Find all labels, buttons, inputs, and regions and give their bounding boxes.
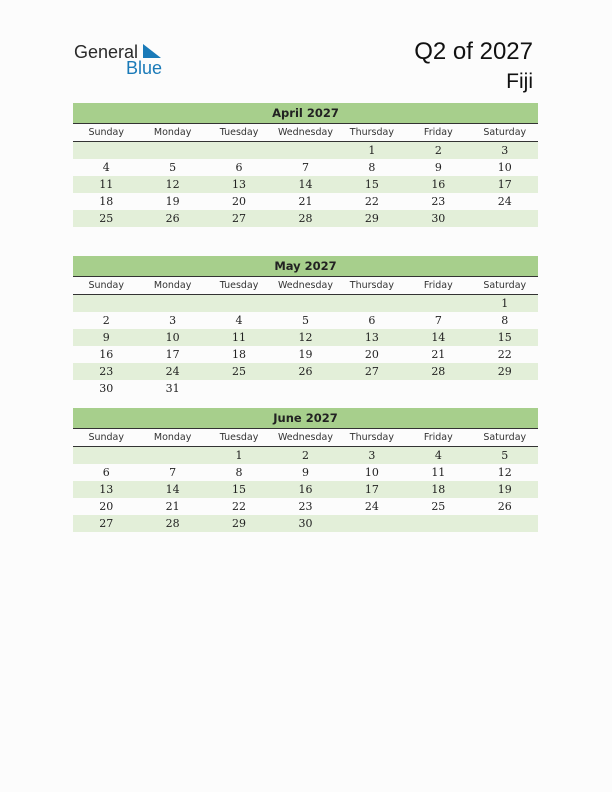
- week-row: [73, 464, 538, 481]
- day-cell: 20: [364, 348, 379, 361]
- day-cell: [405, 295, 471, 312]
- day-cell: 1: [235, 449, 243, 462]
- day-cell: 18: [232, 348, 247, 361]
- logo-blue-text: Blue: [126, 58, 163, 78]
- day-cell: 22: [364, 195, 379, 208]
- day-cell: [472, 210, 538, 227]
- day-cell: 2: [434, 144, 442, 157]
- day-cell: 10: [497, 161, 512, 174]
- day-cell: 12: [165, 178, 180, 191]
- day-cell: 14: [298, 178, 313, 191]
- week-row: [73, 159, 538, 176]
- week-row: [73, 481, 538, 498]
- month-title: June 2027: [73, 408, 538, 429]
- weekday-header-row: [73, 124, 538, 142]
- week-row: [73, 380, 538, 397]
- day-cell: 4: [235, 314, 243, 327]
- weekday-label: Thursday: [349, 280, 394, 291]
- day-cell: 12: [298, 331, 313, 344]
- day-cell: [73, 447, 139, 464]
- day-cell: 4: [434, 449, 442, 462]
- weekday-label: Tuesday: [219, 127, 259, 138]
- day-cell: 9: [434, 161, 442, 174]
- day-cell: 3: [501, 144, 509, 157]
- day-cell: 17: [497, 178, 512, 191]
- day-cell: 17: [165, 348, 180, 361]
- day-cell: [339, 515, 405, 532]
- day-cell: [405, 515, 471, 532]
- day-cell: 23: [431, 195, 446, 208]
- weekday-label: Sunday: [88, 280, 124, 291]
- day-cell: 20: [99, 500, 114, 513]
- logo-general-text: General: [74, 42, 139, 62]
- day-cell: [472, 380, 538, 397]
- weekday-label: Monday: [153, 280, 192, 291]
- day-cell: 27: [99, 517, 114, 530]
- day-cell: 7: [169, 466, 177, 479]
- day-cell: 11: [99, 178, 114, 191]
- day-cell: [472, 515, 538, 532]
- day-cell: 22: [232, 500, 247, 513]
- day-cell: 15: [364, 178, 379, 191]
- day-cell: 13: [99, 483, 114, 496]
- day-cell: 8: [235, 466, 243, 479]
- day-cell: 29: [232, 517, 247, 530]
- day-cell: 23: [298, 500, 313, 513]
- day-cell: [206, 142, 272, 159]
- day-cell: 7: [301, 161, 309, 174]
- weekday-label: Friday: [423, 127, 453, 138]
- day-cell: 13: [364, 331, 379, 344]
- day-cell: 27: [232, 212, 247, 225]
- day-cell: 9: [102, 331, 110, 344]
- day-cell: 31: [165, 382, 180, 395]
- day-cell: [272, 295, 338, 312]
- day-cell: [272, 142, 338, 159]
- day-cell: 5: [501, 449, 509, 462]
- month-calendar-april: [73, 103, 538, 227]
- day-cell: 15: [232, 483, 247, 496]
- day-cell: [339, 380, 405, 397]
- week-row: [73, 193, 538, 210]
- day-cell: 3: [169, 314, 177, 327]
- day-cell: 30: [431, 212, 446, 225]
- day-cell: 12: [497, 466, 512, 479]
- day-cell: 21: [298, 195, 313, 208]
- day-cell: [139, 295, 205, 312]
- day-cell: 3: [368, 449, 376, 462]
- day-cell: 19: [497, 483, 512, 496]
- day-cell: 18: [99, 195, 114, 208]
- day-cell: 28: [165, 517, 180, 530]
- month-title: April 2027: [73, 103, 538, 124]
- week-row: [73, 210, 538, 227]
- day-cell: 25: [431, 500, 446, 513]
- day-cell: 16: [99, 348, 114, 361]
- weekday-label: Wednesday: [277, 280, 333, 291]
- day-cell: 2: [301, 449, 309, 462]
- day-cell: 10: [165, 331, 180, 344]
- day-cell: 4: [102, 161, 110, 174]
- day-cell: [339, 295, 405, 312]
- day-cell: 19: [298, 348, 313, 361]
- weekday-label: Thursday: [349, 432, 394, 443]
- country-name: Fiji: [506, 70, 533, 93]
- day-cell: 6: [102, 466, 110, 479]
- weekday-label: Tuesday: [219, 432, 259, 443]
- day-cell: [405, 380, 471, 397]
- day-cell: [206, 295, 272, 312]
- day-cell: 19: [165, 195, 180, 208]
- day-cell: 29: [364, 212, 379, 225]
- day-cell: [139, 447, 205, 464]
- day-cell: 6: [368, 314, 376, 327]
- day-cell: 5: [301, 314, 309, 327]
- day-cell: 25: [99, 212, 114, 225]
- day-cell: 11: [232, 331, 247, 344]
- day-cell: 7: [434, 314, 442, 327]
- day-cell: 30: [298, 517, 313, 530]
- week-row: [73, 363, 538, 380]
- generalblue-logo: [74, 42, 174, 82]
- day-cell: 24: [497, 195, 512, 208]
- day-cell: [139, 142, 205, 159]
- day-cell: 2: [102, 314, 110, 327]
- week-row: [73, 447, 538, 464]
- day-cell: [73, 142, 139, 159]
- day-cell: 15: [497, 331, 512, 344]
- week-row: [73, 515, 538, 532]
- weekday-label: Monday: [153, 432, 192, 443]
- day-cell: 8: [501, 314, 509, 327]
- day-cell: 28: [298, 212, 313, 225]
- weekday-label: Saturday: [483, 127, 527, 138]
- week-row: [73, 329, 538, 346]
- day-cell: 24: [364, 500, 379, 513]
- day-cell: [272, 380, 338, 397]
- week-row: [73, 346, 538, 363]
- weekday-label: Friday: [423, 280, 453, 291]
- weekday-label: Sunday: [88, 432, 124, 443]
- weekday-label: Saturday: [483, 432, 527, 443]
- day-cell: 28: [431, 365, 446, 378]
- weekday-label: Tuesday: [219, 280, 259, 291]
- day-cell: 8: [368, 161, 376, 174]
- day-cell: 13: [232, 178, 247, 191]
- day-cell: 26: [298, 365, 313, 378]
- day-cell: 30: [99, 382, 114, 395]
- week-row: [73, 312, 538, 329]
- day-cell: 23: [99, 365, 114, 378]
- day-cell: 1: [501, 297, 509, 310]
- weekday-label: Thursday: [349, 127, 394, 138]
- day-cell: 24: [165, 365, 180, 378]
- day-cell: 6: [235, 161, 243, 174]
- day-cell: 16: [431, 178, 446, 191]
- day-cell: 21: [165, 500, 180, 513]
- day-cell: 27: [364, 365, 379, 378]
- weekday-label: Wednesday: [277, 127, 333, 138]
- day-cell: 29: [497, 365, 512, 378]
- day-cell: [206, 380, 272, 397]
- month-calendar-june: [73, 408, 538, 532]
- day-cell: 26: [497, 500, 512, 513]
- day-cell: 22: [497, 348, 512, 361]
- month-calendar-may: [73, 256, 538, 397]
- week-row: [73, 142, 538, 159]
- day-cell: 26: [165, 212, 180, 225]
- day-cell: 10: [364, 466, 379, 479]
- weekday-header-row: [73, 429, 538, 447]
- weekday-label: Wednesday: [277, 432, 333, 443]
- month-title: May 2027: [73, 256, 538, 277]
- quarter-title: Q2 of 2027: [414, 38, 533, 65]
- week-row: [73, 176, 538, 193]
- week-row: [73, 498, 538, 515]
- day-cell: 11: [431, 466, 446, 479]
- week-row: [73, 295, 538, 312]
- day-cell: 20: [232, 195, 247, 208]
- day-cell: 5: [169, 161, 177, 174]
- weekday-label: Saturday: [483, 280, 527, 291]
- day-cell: [73, 295, 139, 312]
- day-cell: 18: [431, 483, 446, 496]
- weekday-label: Monday: [153, 127, 192, 138]
- day-cell: 14: [431, 331, 446, 344]
- day-cell: 21: [431, 348, 446, 361]
- day-cell: 16: [298, 483, 313, 496]
- day-cell: 17: [364, 483, 379, 496]
- weekday-header-row: [73, 277, 538, 295]
- weekday-label: Sunday: [88, 127, 124, 138]
- weekday-label: Friday: [423, 432, 453, 443]
- day-cell: 25: [232, 365, 247, 378]
- day-cell: 14: [165, 483, 180, 496]
- day-cell: 9: [301, 466, 309, 479]
- day-cell: 1: [368, 144, 376, 157]
